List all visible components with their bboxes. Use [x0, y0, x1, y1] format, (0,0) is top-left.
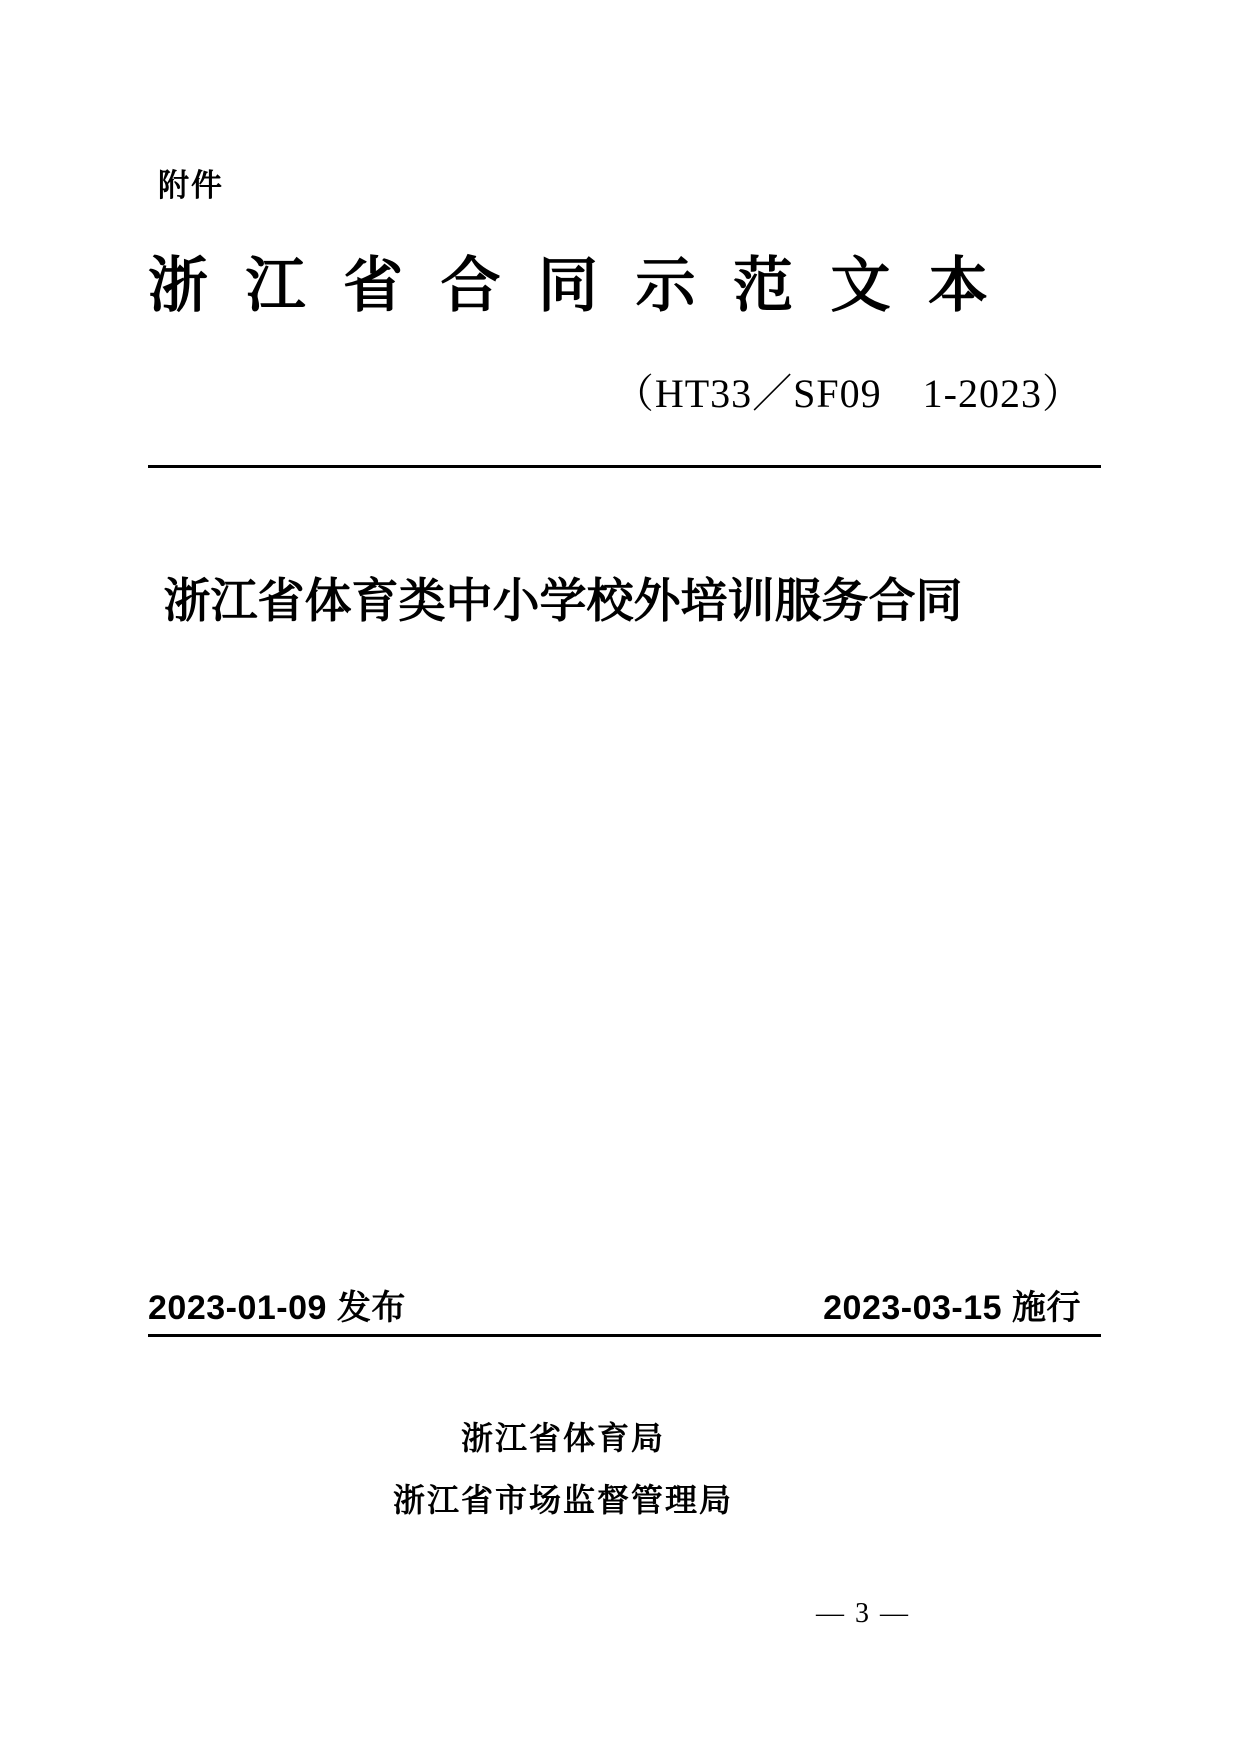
series-title-char: 江 [245, 252, 306, 319]
doc-code [148, 362, 1101, 419]
issuer-market-regulation-bureau: 浙江省市场监督管理局 [392, 1482, 733, 1518]
doc-code-text: （HT33／SF09 1-2023） [613, 371, 1083, 416]
series-title-char: 同 [538, 252, 598, 319]
effective-date: 2023-03-15 施行 [823, 1289, 1081, 1327]
page-number: — 3 — [816, 1598, 910, 1629]
series-title-char: 合 [440, 252, 501, 319]
series-title-char: 本 [928, 252, 988, 319]
series-title [148, 253, 988, 319]
top-divider-rule [148, 465, 1101, 468]
contract-title: 浙江省体育类中小学校外培训服务合同 [163, 576, 963, 628]
series-title-char: 浙 [148, 252, 208, 319]
issuer-sports-bureau: 浙江省体育局 [460, 1420, 665, 1456]
issue-date: 2023-01-09 发布 [148, 1289, 406, 1327]
issuer-block [148, 1422, 978, 1516]
series-title-char: 范 [733, 252, 793, 319]
series-title-char: 省 [343, 252, 403, 319]
attachment-label: 附件 [158, 168, 224, 203]
date-row [148, 1280, 1101, 1337]
series-title-char: 示 [635, 252, 696, 319]
series-title-char: 文 [830, 252, 891, 319]
